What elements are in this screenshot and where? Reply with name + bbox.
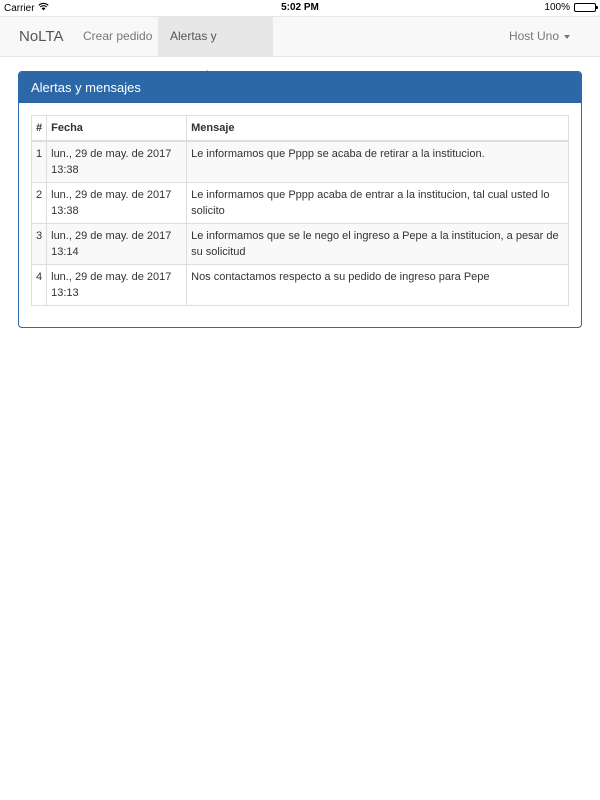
row-num: 4 bbox=[32, 265, 47, 306]
row-num: 2 bbox=[32, 183, 47, 224]
column-header-fecha: Fecha bbox=[47, 116, 187, 142]
status-right bbox=[544, 2, 596, 13]
row-mensaje: Le informamos que Pppp se acaba de retirar a la institucion. bbox=[187, 141, 569, 183]
row-fecha: lun., 29 de may. de 2017 13:38 bbox=[47, 183, 187, 224]
panel-title: Alertas y mensajes bbox=[19, 72, 581, 103]
row-mensaje: Le informamos que Pppp acaba de entrar a la institucion, tal cual usted lo solicito bbox=[187, 183, 569, 224]
alerts-table bbox=[31, 115, 569, 306]
table-header-row bbox=[32, 116, 569, 142]
row-fecha: lun., 29 de may. de 2017 13:14 bbox=[47, 224, 187, 265]
carrier-label: Carrier bbox=[4, 2, 35, 14]
status-time: 5:02 PM bbox=[281, 2, 319, 13]
table-row bbox=[32, 141, 569, 183]
alerts-table-wrapper bbox=[31, 115, 569, 306]
user-name: Host Uno bbox=[508, 29, 559, 43]
battery-percent: 100% bbox=[544, 2, 570, 13]
column-header-mensaje: Mensaje bbox=[187, 116, 569, 142]
row-mensaje: Nos contactamos respecto a su pedido de ingreso para Pepe bbox=[187, 265, 569, 306]
table-row bbox=[32, 183, 569, 224]
column-header-num: # bbox=[32, 116, 47, 142]
brand-link[interactable]: NoLTA bbox=[19, 28, 64, 45]
user-dropdown[interactable] bbox=[509, 17, 570, 56]
alerts-panel bbox=[18, 71, 582, 328]
status-bar bbox=[0, 0, 600, 16]
row-num: 3 bbox=[32, 224, 47, 265]
battery-icon bbox=[574, 3, 596, 12]
navbar bbox=[0, 16, 600, 57]
row-mensaje: Le informamos que se le nego el ingreso a Pepe a la institucion, a pesar de su solicitud bbox=[187, 224, 569, 265]
row-fecha: lun., 29 de may. de 2017 13:38 bbox=[47, 141, 187, 183]
row-fecha: lun., 29 de may. de 2017 13:13 bbox=[47, 265, 187, 306]
chevron-down-icon bbox=[564, 35, 570, 39]
nav-alertas-mensajes[interactable]: Alertas y bbox=[158, 17, 273, 56]
table-row bbox=[32, 265, 569, 306]
row-num: 1 bbox=[32, 141, 47, 183]
nav-crear-pedido[interactable]: Crear pedido bbox=[83, 29, 153, 43]
table-row bbox=[32, 224, 569, 265]
